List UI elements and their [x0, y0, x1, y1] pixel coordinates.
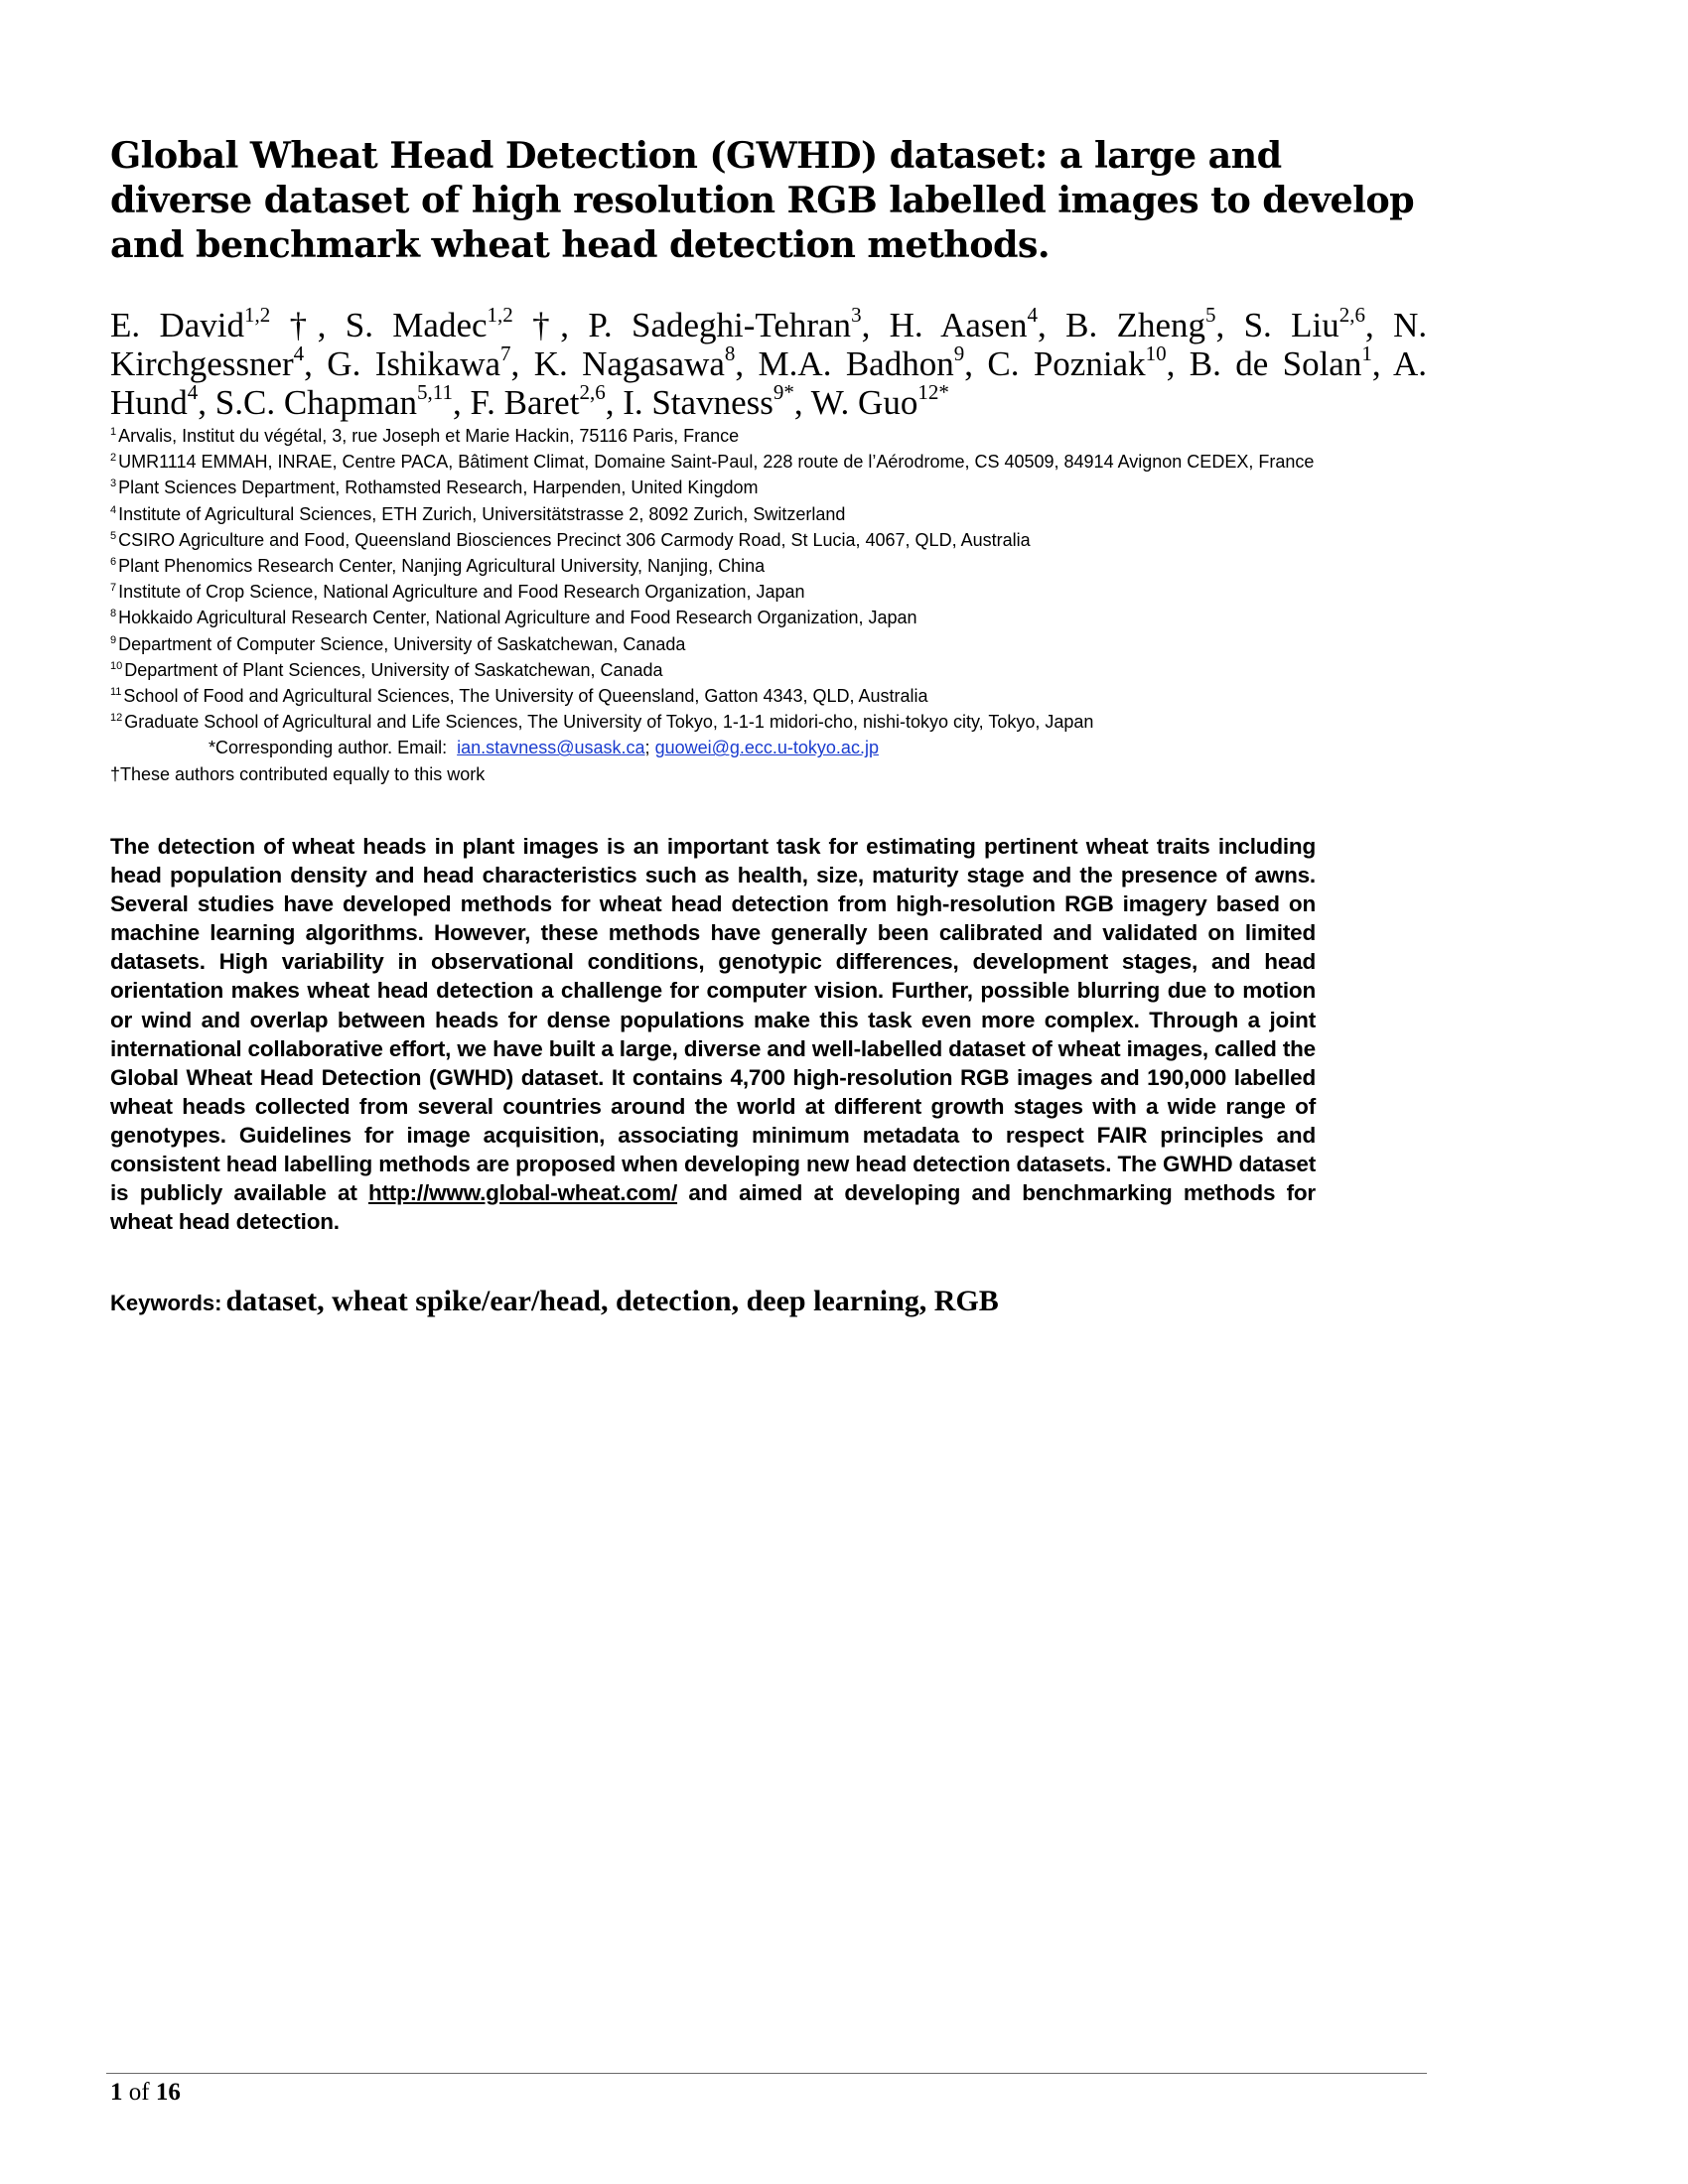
author-name: M.A. Badhon [758, 344, 954, 383]
abstract-text-end: and aimed at developing and benchmarking methods for wheat head detection. [110, 1180, 1316, 1235]
author-affiliation-mark: 4 [1027, 303, 1039, 327]
author-name: E. David [110, 306, 244, 344]
author-name: F. Baret [470, 383, 580, 422]
author [1065, 303, 1216, 344]
author-affiliation-mark: 10 [1145, 341, 1167, 365]
equal-contribution-mark: † [512, 306, 561, 344]
affiliation-number: 9 [110, 633, 117, 646]
equal-contribution-note: †These authors contributed equally to this work [110, 763, 486, 784]
affiliation-number: 7 [110, 582, 117, 595]
author-name: C. Pozniak [987, 344, 1146, 383]
page-number [110, 2079, 181, 2107]
affiliation-text: Plant Phenomics Research Center, Nanjing Agricultural University, Nanjing, China [118, 556, 766, 577]
affiliation-number: 10 [110, 659, 123, 672]
author [889, 303, 1039, 344]
affiliation-item [110, 579, 1431, 605]
author-affiliation-mark: 5,11 [416, 380, 453, 404]
author-name: B. Zheng [1065, 306, 1205, 344]
affiliation-text: UMR1114 EMMAH, INRAE, Centre PACA, Bâtiment Climat, Domaine Saint-Paul, 228 route de l’Aérodrome, CS 40509, 84914 Avignon CEDEX, France [118, 452, 1315, 473]
equal-contribution-mark: † [270, 306, 318, 344]
author [345, 303, 561, 344]
affiliation-number: 3 [110, 478, 117, 490]
author [327, 341, 511, 383]
affiliation-item [110, 709, 1431, 735]
affiliation-item [110, 683, 1431, 709]
dataset-url-link[interactable]: http://www.global-wheat.com/ [367, 1180, 678, 1206]
author-name: K. Nagasawa [533, 344, 725, 383]
affiliation-number: 4 [110, 503, 117, 516]
author-name: S. Madec [345, 306, 488, 344]
affiliation-item [110, 605, 1431, 630]
author-affiliation-mark: 2,6 [1338, 303, 1365, 327]
affiliation-text: Institute of Crop Science, National Agriculture and Food Research Organization, Japan [118, 582, 805, 603]
affiliation-text: Hokkaido Agricultural Research Center, National Agriculture and Food Research Organization, Japan [118, 608, 917, 628]
current-page: 1 [110, 2079, 123, 2106]
author-name: S.C. Chapman [214, 383, 417, 422]
total-pages: 16 [155, 2079, 181, 2106]
affiliation-text: CSIRO Agriculture and Food, Queensland Biosciences Precinct 306 Carmody Road, St Lucia, 4067, QLD, Australia [118, 529, 1031, 550]
author-affiliation-mark: 1 [1361, 341, 1372, 365]
page-of: of [128, 2079, 150, 2106]
keywords [110, 1285, 1431, 1318]
keywords-text: dataset, wheat spike/ear/head, detection, deep learning, RGB [225, 1285, 999, 1317]
author [214, 380, 453, 422]
author-affiliation-mark: 9* [773, 380, 794, 404]
affiliation-list [110, 423, 1431, 787]
author-name: A. Hund [110, 344, 1428, 422]
author [1189, 341, 1372, 383]
author-name: S. Liu [1243, 306, 1339, 344]
author-affiliation-mark: 1,2 [487, 303, 513, 327]
author [758, 341, 965, 383]
affiliation-text: Graduate School of Agricultural and Life Sciences, The University of Tokyo, 1-1-1 midori-cho, nishi-tokyo city, Tokyo, Japan [124, 712, 1094, 733]
affiliation-number: 8 [110, 608, 117, 620]
footer-divider [106, 2073, 1427, 2074]
corresponding-author-label: *Corresponding author. Email: [209, 738, 448, 758]
author-affiliation-mark: 5 [1204, 303, 1216, 327]
affiliation-item [110, 475, 1431, 500]
author-affiliation-mark: 3 [851, 303, 862, 327]
affiliation-text: Arvalis, Institut du végétal, 3, rue Joseph et Marie Hackin, 75116 Paris, France [118, 426, 740, 446]
author-name: B. de Solan [1189, 344, 1362, 383]
affiliation-item [110, 657, 1431, 683]
author-list: E. David$^{1,2}$ †, S. Madec$^{1,2}$ †, P. Sadeghi-Tehran$^3$, H. Aasen$^4$, B. Zheng$^5$, S. Liu$^{2,6}$, N. Kirchgessner$^4$, G. Ishikawa$^7$, K. Nagasawa$^8$, M.A. Badhon$^9$, C. Pozniak$^{10}$, B. de Solan$^1$, A. Hund$^4$, S.C. Chapman$^{5,11}$, F. Baret$^{2,6}$, I. Stavness$^{9*}$, W. Guo$^{12*}$ [110, 303, 1428, 422]
email-link-stavness[interactable]: ian.stavness@usask.ca [457, 738, 645, 758]
author-affiliation-mark: 12* [917, 380, 949, 404]
affiliation-text: Institute of Agricultural Sciences, ETH Zurich, Universitätstrasse 2, 8092 Zurich, Switzerland [118, 503, 846, 524]
author-name: I. Stavness [623, 383, 774, 422]
affiliation-number: 12 [110, 712, 123, 725]
author [1243, 303, 1365, 344]
author-affiliation-mark: 9 [953, 341, 965, 365]
email-separator: ; [644, 738, 650, 758]
affiliation-number: 5 [110, 529, 117, 542]
author [623, 380, 794, 422]
author-affiliation-mark: 7 [500, 341, 511, 365]
corresponding-author-line [110, 735, 1431, 760]
author [987, 341, 1167, 383]
affiliation-number: 11 [110, 686, 122, 699]
author [588, 303, 862, 344]
email-link-guo[interactable]: guowei@g.ecc.u-tokyo.ac.jp [654, 738, 879, 758]
abstract-text: The detection of wheat heads in plant images is an important task for estimating pertinent wheat traits including head population density and head characteristics such as health, size, maturity stage and the presence of awns. Several studies have developed methods for wheat head detection from high-resolution RGB imagery based on machine learning algorithms. However, these methods have generally been calibrated and validated on limited datasets. High variability in observational conditions, genotypic differences, development stages, and head orientation makes wheat head detection a challenge for computer vision. Further, possible blurring due to motion or wind and overlap between heads for dense populations make this task even more complex. Through a joint international collaborative effort, we have built a large, diverse and well-labelled dataset of wheat images, called the Global Wheat Head Detection (GWHD) dataset. It contains 4,700 high-resolution RGB images and 190,000 labelled wheat heads collected from several countries around the world at different growth stages with a wide range of genotypes. Guidelines for image acquisition, associating minimum metadata to respect FAIR principles and consistent head labelling methods are proposed when developing new head detection datasets. The GWHD dataset is publicly available at [110, 834, 1316, 1206]
affiliation-item [110, 553, 1431, 579]
author [470, 380, 606, 422]
affiliation-item [110, 449, 1431, 475]
author-affiliation-mark: 4 [187, 380, 199, 404]
abstract [110, 832, 1316, 1236]
author-name: H. Aasen [889, 306, 1028, 344]
affiliation-number: 1 [110, 426, 117, 438]
author-name: W. Guo [810, 383, 918, 422]
keywords-label: Keywords: [110, 1291, 222, 1315]
affiliation-item [110, 423, 1431, 449]
author-name: P. Sadeghi-Tehran [588, 306, 852, 344]
affiliation-number: 2 [110, 452, 117, 465]
author-affiliation-mark: 8 [724, 341, 736, 365]
affiliation-text: Department of Plant Sciences, University of Saskatchewan, Canada [124, 659, 663, 680]
author [810, 380, 949, 422]
author-affiliation-mark: 1,2 [244, 303, 271, 327]
author-affiliation-mark: 2,6 [579, 380, 606, 404]
affiliation-text: Plant Sciences Department, Rothamsted Research, Harpenden, United Kingdom [118, 478, 759, 498]
author-affiliation-mark: 4 [293, 341, 305, 365]
author-name: N. Kirchgessner [110, 306, 1428, 383]
paper-title: Global Wheat Head Detection (GWHD) dataset: a large and diverse dataset of high resolution RGB labelled images to develop and benchmark wheat head detection methods. [110, 134, 1414, 266]
affiliation-text: Department of Computer Science, University of Saskatchewan, Canada [118, 633, 686, 654]
affiliation-number: 6 [110, 556, 117, 569]
affiliation-item [110, 631, 1431, 657]
affiliation-text: School of Food and Agricultural Sciences, The University of Queensland, Gatton 4343, QLD, Australia [123, 686, 928, 707]
affiliation-item [110, 501, 1431, 527]
author [533, 341, 736, 383]
author-name: G. Ishikawa [327, 344, 501, 383]
author [110, 303, 318, 344]
affiliation-item [110, 527, 1431, 553]
